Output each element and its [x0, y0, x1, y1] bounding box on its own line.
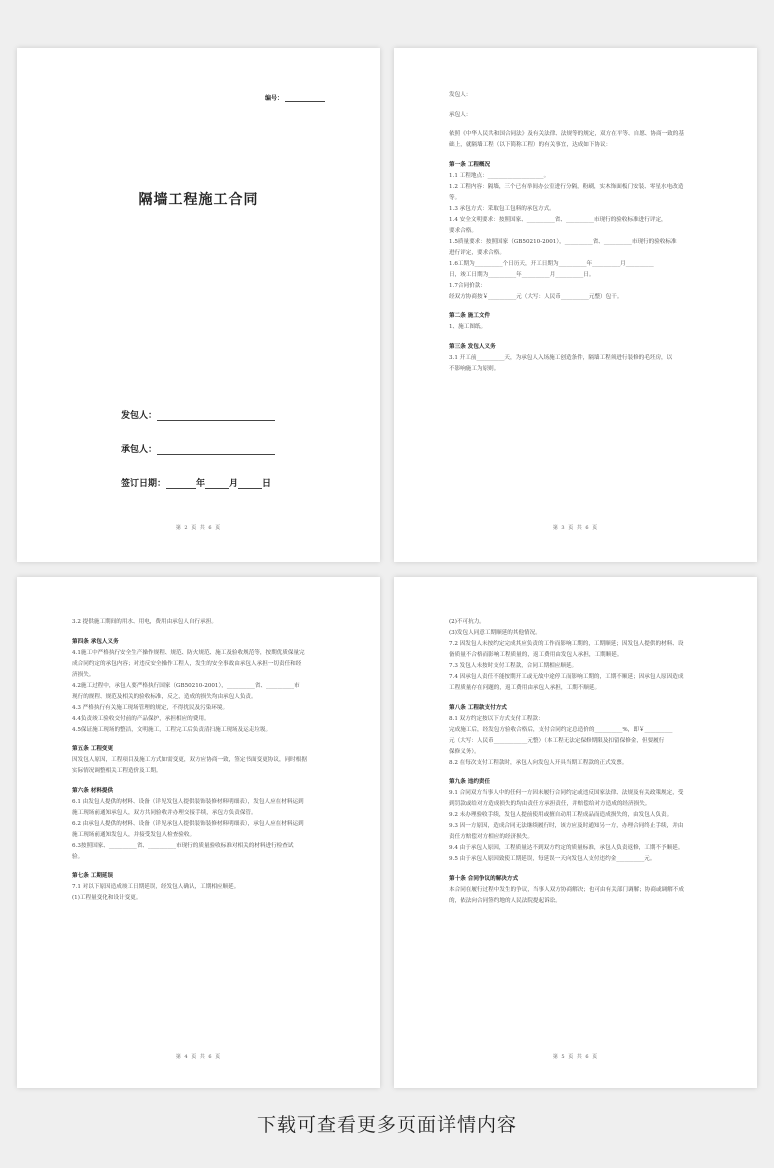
clause-heading: 第三条 发包人义务	[449, 343, 496, 350]
page-body	[449, 617, 707, 907]
page-number: 第 5 页 共 6 页	[552, 1054, 599, 1060]
sign-date-year-blank	[166, 479, 196, 489]
contract-page-5	[394, 577, 757, 1088]
clause-heading: 第五条 工程变更	[72, 746, 114, 752]
paragraph-gap	[449, 303, 707, 312]
page-number: 第 3 页 共 6 页	[552, 525, 599, 531]
paragraph-gap	[449, 333, 707, 342]
text-line: 1.7合同价款：	[449, 282, 486, 289]
clause-heading: 第一条 工程概况	[449, 161, 491, 168]
contract-cover-page	[17, 48, 380, 562]
page-number: 第 2 页 共 6 页	[175, 525, 222, 531]
paragraph-gap	[72, 863, 330, 872]
text-line: 日，竣工日期为__________年__________月__________日。	[449, 271, 595, 278]
sign-party-a-blank	[157, 411, 275, 421]
text-line: 1.5质量要求：按照国家（GB50210-2001），__________省、__________市现行的验收标准	[449, 238, 677, 245]
document-number	[265, 93, 325, 102]
sign-party-a	[121, 408, 275, 421]
clause-heading: 第二条 施工文件	[449, 313, 491, 319]
sign-date-month-blank	[205, 479, 229, 489]
sign-date-day: 日	[262, 479, 272, 489]
document-number-label: 编号：	[264, 95, 283, 102]
page-body	[72, 617, 330, 904]
text-line: 4.2施工过程中，承包人要严格执行国家（GB50210-2001），__________省、__________市	[72, 682, 300, 689]
text-line: 8.2 在每次支付工程款时，承包人向发包人开具当期工程款的正式发票。	[449, 759, 628, 766]
contract-page-3	[394, 48, 757, 562]
text-line: (3)发包人同意工期顺延的其他情况。	[449, 630, 541, 636]
text-line: 进行评定，要求合格。	[449, 249, 505, 256]
text-line: 因发包人原因，工程项目及施工方式如需变更，双方应协商一致，签定书面变更协议，同时根据	[72, 757, 307, 763]
text-line: 责任方赔偿对方相应的经济损失。	[449, 834, 533, 840]
text-line: 6.3按照国家、__________省、__________市现行的质量验收标准对相关的材料进行检查试	[72, 842, 294, 849]
text-line: 保修义务）。	[449, 748, 480, 755]
sign-party-b-label: 承包人：	[121, 445, 158, 455]
clause-heading: 第六条 材料提供	[72, 787, 114, 794]
text-line: 1.1 工程地点：____________________。	[449, 172, 550, 179]
text-line: 4.1施工中严格执行安全生产操作规程、规范、防火规范、施工及验收规范等，按期优质保量完	[72, 649, 305, 656]
text-line: 8.1 双方约定按以下方式支付工程款：	[449, 715, 544, 722]
sign-date	[121, 476, 271, 489]
text-line: 6.1 由发包人提供的材料、设备（详见发包人提供装饰装修材料明细表），发包人应在材料运到	[72, 798, 304, 805]
text-line: 9.4 由于承包人原因，工程质量达不到双方约定的质量标准，承包人负责返修，工期不予顺延。	[449, 845, 684, 851]
sign-date-day-blank	[238, 479, 262, 489]
text-line: 要求合格。	[449, 227, 477, 234]
text-line: 4.3 严格执行有关施工现场管理的规定，不得扰民及污染环境。	[72, 704, 229, 711]
sign-date-month: 月	[229, 479, 239, 489]
text-line: 7.2 因发包人未按约定完成其应负责的工作而影响工期的，工期顺延；因发包人提供的材料、设	[449, 641, 684, 647]
text-line: 经双方协商按￥__________元（大写：人民币__________元整）包干。	[449, 293, 623, 300]
text-line: 到罚款或给对方造成损失的均由责任方承担责任，并赔偿给对方造成的经济损失。	[449, 801, 651, 807]
text-line: 的，依法向合同签约地的人民法院提起诉讼。	[449, 897, 561, 904]
text-line: 3.1 开工前__________天，为承包人入场施工创造条件，隔墙工程须进行装修的毛坯房，以	[449, 354, 673, 361]
text-line: 元（大写：人民币____________元整）（本工程无法定保修期限及扣留保修金，但要履行	[449, 737, 665, 744]
text-line: 不影响施工为原则。	[449, 365, 500, 372]
text-line: 9.5 由于承包人原因致使工期延误，每延误一天向发包人支付违约金__________元。	[449, 856, 656, 862]
clause-heading: 第七条 工期延误	[72, 873, 114, 879]
clause-heading: 第九条 违约责任	[449, 779, 491, 785]
text-line: 本合同在履行过程中发生的争议，当事人双方协商解决；也可由有关部门调解；协商或调解不成	[449, 886, 684, 893]
text-line: 济损失。	[72, 671, 95, 678]
text-line: 4.5保证施工现场的整洁，文明施工，工程完工后负责清扫施工现场及运走垃圾。	[72, 726, 272, 733]
text-line: 9.3 因一方原因，造成合同无法继续履行时，该方应及时通知另一方，办理合同终止手续，并由	[449, 823, 684, 829]
paragraph-gap	[72, 736, 330, 745]
text-line: 发包人：	[449, 92, 472, 98]
text-line: 3.2 提供施工期间的用水、用电，费用由承包人自行承担。	[72, 619, 217, 625]
page-number: 第 4 页 共 6 页	[175, 1054, 222, 1060]
sign-party-b-blank	[157, 445, 275, 455]
text-line: (2)不可抗力。	[449, 619, 485, 625]
clause-heading: 第十条 合同争议的解决方式	[449, 875, 519, 882]
text-line: 1.2 工程内容：隔墙，三个已有举间办公室进行分隔，粉刷，实木饰面板门安装、零星水电改造	[449, 183, 684, 190]
download-more-banner[interactable]: 下载可查看更多页面详情内容	[256, 1114, 517, 1136]
text-line: 现行的规程、规范及相关的验收标准，反之，造成的损失均由承包人负责。	[72, 693, 257, 700]
text-line: 施工现场前通知承包人，双方共同验收并办理交接手续，承包方负责保管。	[72, 809, 257, 816]
text-line: 完成施工后，经发包方验收合格后，支付合同约定总造价的__________%，即￥__________	[449, 726, 673, 733]
text-line: 1.3 承包方式：采取包工包料的承包方式。	[449, 205, 555, 212]
contract-page-4	[17, 577, 380, 1088]
text-line: 工程质量存在问题的，返工费用由承包人承担，工期不顺延。	[449, 685, 601, 691]
paragraph-gap	[449, 769, 707, 778]
paragraph-gap	[449, 151, 707, 160]
document-number-blank	[285, 95, 325, 102]
text-line: 施工现场前通知发包人，并接受发包人检查验收。	[72, 831, 196, 838]
text-line: 7.3 发包人未按时支付工程款，合同工期相应顺延。	[449, 663, 578, 669]
text-line: 等。	[449, 194, 461, 201]
text-line: 7.1 对以下原因造成竣工日期延误，经发包人确认，工期相应顺延。	[72, 884, 240, 890]
text-line: 承包人：	[449, 111, 472, 118]
paragraph-gap	[449, 101, 707, 110]
sign-party-b	[121, 442, 275, 455]
sign-party-a-label: 发包人：	[121, 411, 158, 421]
text-line: 1.6工期为__________个日历天，开工日期为__________年__________月__________	[449, 260, 654, 267]
clause-heading: 第四条 承包人义务	[72, 638, 119, 645]
text-line: (1)工程量变化和设计变更。	[72, 895, 142, 901]
sign-date-label: 签订日期：	[121, 479, 167, 489]
text-line: 9.1 合同双方当事人中的任何一方因未履行合同约定或违反国家法律、法规及有关政策规定，受	[449, 790, 684, 796]
paragraph-gap	[72, 628, 330, 637]
text-line: 验。	[72, 853, 84, 860]
text-line: 础上，就隔墙工程（以下简称工程）的有关事宜，达成如下协议：	[449, 142, 612, 148]
text-line: 成合同约定的承包内容；对违反安全操作工程人，发生的安全事故由承包人承担一切责任和经	[72, 660, 302, 667]
page-body	[449, 90, 707, 375]
paragraph-gap	[449, 121, 707, 130]
text-line: 实际情况调整相关工程造价及工期。	[72, 768, 162, 774]
paragraph-gap	[449, 865, 707, 874]
text-line: 备质量不合格而影响工程质量的，返工费用由发包人承担，工期顺延。	[449, 652, 623, 658]
text-line: 9.2 未办理验收手续，发包人提前使用或擅自动用工程成品而造成损失的，由发包人负责。	[449, 812, 673, 818]
text-line: 7.4 因承包人责任不能按期开工或无故中途停工而影响工期的，工期不顺延；因承包人原因造成	[449, 674, 684, 680]
contract-title: 隔墙工程施工合同	[138, 192, 259, 208]
paragraph-gap	[72, 777, 330, 786]
sign-date-year: 年	[196, 479, 206, 489]
paragraph-gap	[449, 694, 707, 703]
text-line: 依照《中华人民共和国合同法》及有关法律、法规等的规定，双方在平等、自愿、协商一致的基	[449, 131, 684, 137]
text-line: 1、施工图纸。	[449, 324, 487, 330]
clause-heading: 第八条 工程款支付方式	[449, 704, 507, 711]
text-line: 4.4负责竣工验收交付前的产品保护，承担相应的费用。	[72, 715, 210, 722]
text-line: 6.2 由承包人提供的材料、设备（详见承包人提供装饰装修材料明细表），承包人应在材料运到	[72, 820, 304, 827]
text-line: 1.4 安全文明要求：按照国家、__________省、__________市现行的验收标准进行评定，	[449, 216, 667, 223]
